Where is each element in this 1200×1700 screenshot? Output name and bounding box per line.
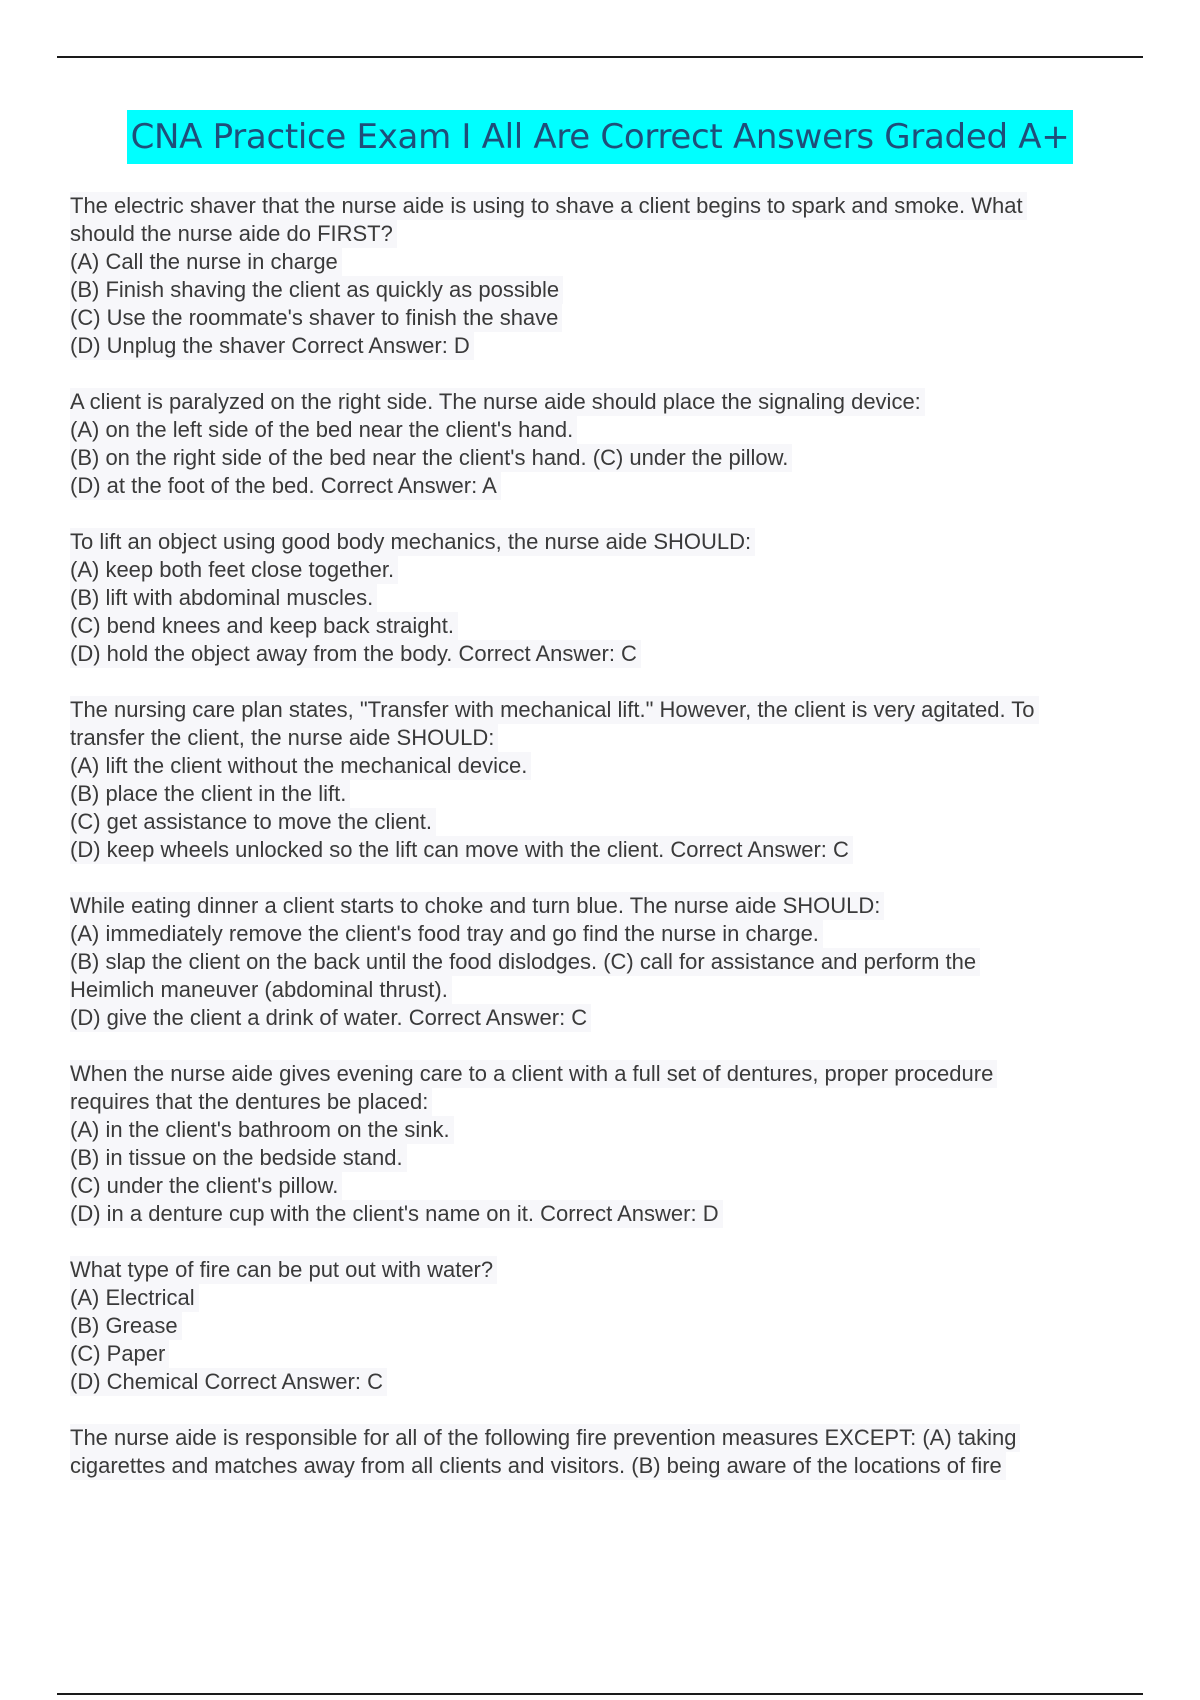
question-line: cigarettes and matches away from all clients and visitors. (B) being aware of the locations of fire [70,1452,1006,1480]
title-container [0,110,1200,164]
question-text: When the nurse aide gives evening care to a client with a full set of dentures, proper procedure [70,1060,997,1088]
question-line: (A) lift the client without the mechanical device. [70,752,531,780]
question-line: (A) Call the nurse in charge [70,248,342,276]
question-line: (C) Use the roommate's shaver to finish the shave [70,304,562,332]
question-block [70,1256,1140,1396]
question-list [70,192,1140,1508]
question-line: (B) slap the client on the back until the food dislodges. (C) call for assistance and perform the [70,948,980,976]
question-line: requires that the dentures be placed: [70,1088,432,1116]
question-text: The nurse aide is responsible for all of the following fire prevention measures EXCEPT: (A) taking [70,1424,1020,1452]
question-block [70,388,1140,500]
question-line: (C) under the client's pillow. [70,1172,342,1200]
question-text: The nursing care plan states, "Transfer with mechanical lift." However, the client is very agitated. To [70,696,1039,724]
question-text: A client is paralyzed on the right side. The nurse aide should place the signaling device: [70,388,925,416]
question-line: (A) on the left side of the bed near the client's hand. [70,416,577,444]
top-rule [57,56,1143,58]
question-block [70,192,1140,360]
question-line: (D) give the client a drink of water. Correct Answer: C [70,1004,591,1032]
question-line: (B) on the right side of the bed near the client's hand. (C) under the pillow. [70,444,792,472]
document-title: CNA Practice Exam I All Are Correct Answers Graded A+ [127,110,1074,164]
question-block [70,528,1140,668]
question-block [70,1060,1140,1228]
question-line: (D) in a denture cup with the client's name on it. Correct Answer: D [70,1200,723,1228]
question-line: (A) in the client's bathroom on the sink. [70,1116,454,1144]
question-line: (B) Grease [70,1312,182,1340]
bottom-rule [57,1693,1143,1695]
question-line: (C) Paper [70,1340,169,1368]
question-line: (D) at the foot of the bed. Correct Answer: A [70,472,501,500]
question-line: (B) lift with abdominal muscles. [70,584,377,612]
question-line: (B) Finish shaving the client as quickly as possible [70,276,563,304]
question-line: (B) place the client in the lift. [70,780,350,808]
question-line: (D) Chemical Correct Answer: C [70,1368,387,1396]
question-block [70,1424,1140,1480]
question-text: While eating dinner a client starts to choke and turn blue. The nurse aide SHOULD: [70,892,884,920]
question-text: The electric shaver that the nurse aide is using to shave a client begins to spark and smoke. What [70,192,1027,220]
question-block [70,696,1140,864]
question-line: (C) bend knees and keep back straight. [70,612,458,640]
question-line: (C) get assistance to move the client. [70,808,436,836]
question-line: transfer the client, the nurse aide SHOULD: [70,724,498,752]
question-text: To lift an object using good body mechanics, the nurse aide SHOULD: [70,528,755,556]
question-line: (D) hold the object away from the body. Correct Answer: C [70,640,641,668]
question-line: (A) keep both feet close together. [70,556,398,584]
question-line: should the nurse aide do FIRST? [70,220,397,248]
question-line: Heimlich maneuver (abdominal thrust). [70,976,452,1004]
question-line: (A) immediately remove the client's food tray and go find the nurse in charge. [70,920,823,948]
question-line: (D) Unplug the shaver Correct Answer: D [70,332,474,360]
question-line: (D) keep wheels unlocked so the lift can move with the client. Correct Answer: C [70,836,853,864]
question-line: (B) in tissue on the bedside stand. [70,1144,407,1172]
question-line: (A) Electrical [70,1284,199,1312]
question-block [70,892,1140,1032]
question-text: What type of fire can be put out with water? [70,1256,497,1284]
